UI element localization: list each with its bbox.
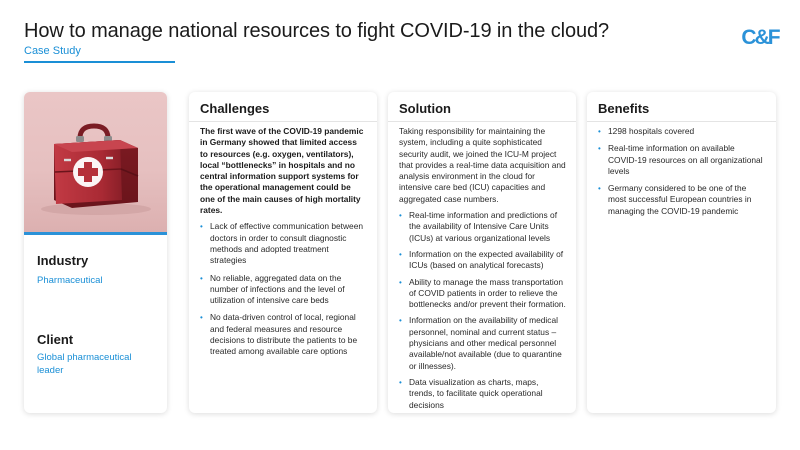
challenges-lead: The first wave of the COVID-19 pandemic in Germany showed that limited access to resources (e.g. oxygen, ventilators), local “bottlenecks” in hospitals and no central information support systems for the operational management could be one of the main causes of high mortality rates. xyxy=(200,126,364,216)
solution-body xyxy=(399,126,566,416)
logo-text: C&F xyxy=(741,26,779,49)
list-item: • Real-time information on available COVID-19 resources on all organizational levels xyxy=(598,143,763,176)
page-subtitle: Case Study xyxy=(24,45,81,57)
bullet-icon: • xyxy=(399,277,402,287)
list-item: • Data visualization as charts, maps, trends, to facilitate quick operational decisions xyxy=(399,376,543,410)
benefits-list xyxy=(598,126,766,217)
list-item: • Information on the expected availability of ICUs (based on analytical forecasts) xyxy=(399,248,564,271)
bullet-icon: • xyxy=(399,316,402,326)
industry-value: Pharmaceutical xyxy=(37,275,103,286)
list-item: • 1298 hospitals covered xyxy=(598,126,695,136)
subtitle-underline xyxy=(24,61,175,63)
industry-heading: Industry xyxy=(37,253,89,268)
profile-card xyxy=(24,92,167,413)
list-item: • Ability to manage the mass transportation of COVID patients in order to relieve the bottlenecks and/or prevent their formation. xyxy=(399,276,566,310)
list-item: • Lack of effective communication between doctors in order to consult diagnostic methods and adopted treatment strategies xyxy=(200,221,364,266)
page-title: How to manage national resources to fight COVID-19 in the cloud? xyxy=(24,20,610,42)
solution-card xyxy=(388,92,576,413)
challenges-body xyxy=(200,126,367,364)
benefits-heading: Benefits xyxy=(598,101,650,116)
bullet-icon: • xyxy=(200,273,203,283)
list-item: • No reliable, aggregated data on the number of infections and the level of utilization of intensive care beds xyxy=(200,272,345,306)
bullet-icon: • xyxy=(399,211,402,221)
benefits-divider xyxy=(587,121,776,122)
benefits-card xyxy=(587,92,776,413)
bullet-icon: • xyxy=(200,222,203,232)
challenges-divider xyxy=(189,121,377,122)
solution-divider xyxy=(388,121,576,122)
challenges-heading: Challenges xyxy=(200,101,270,116)
challenges-list xyxy=(200,221,367,357)
solution-list xyxy=(399,210,566,411)
list-item: • Real-time information and predictions of the availability of Intensive Care Units (ICUs) at various organizational levels xyxy=(399,210,558,243)
client-heading: Client xyxy=(37,332,74,347)
bullet-icon: • xyxy=(598,127,601,136)
bullet-icon: • xyxy=(399,249,402,259)
bullet-icon: • xyxy=(598,184,601,194)
list-item: • Information on the availability of medical personnel, nominal and current status – physicians and other medical personnel available/not available (due to quarantine or illnesses). xyxy=(399,315,562,371)
bullet-icon: • xyxy=(399,377,402,387)
company-logo xyxy=(740,22,780,50)
challenges-card xyxy=(189,92,377,413)
list-item: • No data-driven control of local, regional and federal measures and resource decisions to distribute the patients to be treated among available care options xyxy=(200,312,358,357)
image-accent-bar xyxy=(24,232,167,235)
list-item: • Germany considered to be one of the most successful European countries in managing the COVID-19 pandemic xyxy=(598,183,752,216)
first-aid-kit-image xyxy=(24,92,167,232)
bullet-icon: • xyxy=(200,313,203,323)
benefits-body xyxy=(598,126,766,223)
client-value: Global pharmaceutical leader xyxy=(37,352,132,376)
solution-heading: Solution xyxy=(399,101,451,116)
solution-lead: Taking responsibility for maintaining the system, including a quite sophisticated security audit, we joined the ICU-M project that provides a real-time data acquisition and analysis environment in the cloud for intensive care bed (ICU) capacities and aggregated case numbers. xyxy=(399,126,566,204)
first-aid-kit-illustration xyxy=(24,92,167,232)
bullet-icon: • xyxy=(598,144,601,154)
